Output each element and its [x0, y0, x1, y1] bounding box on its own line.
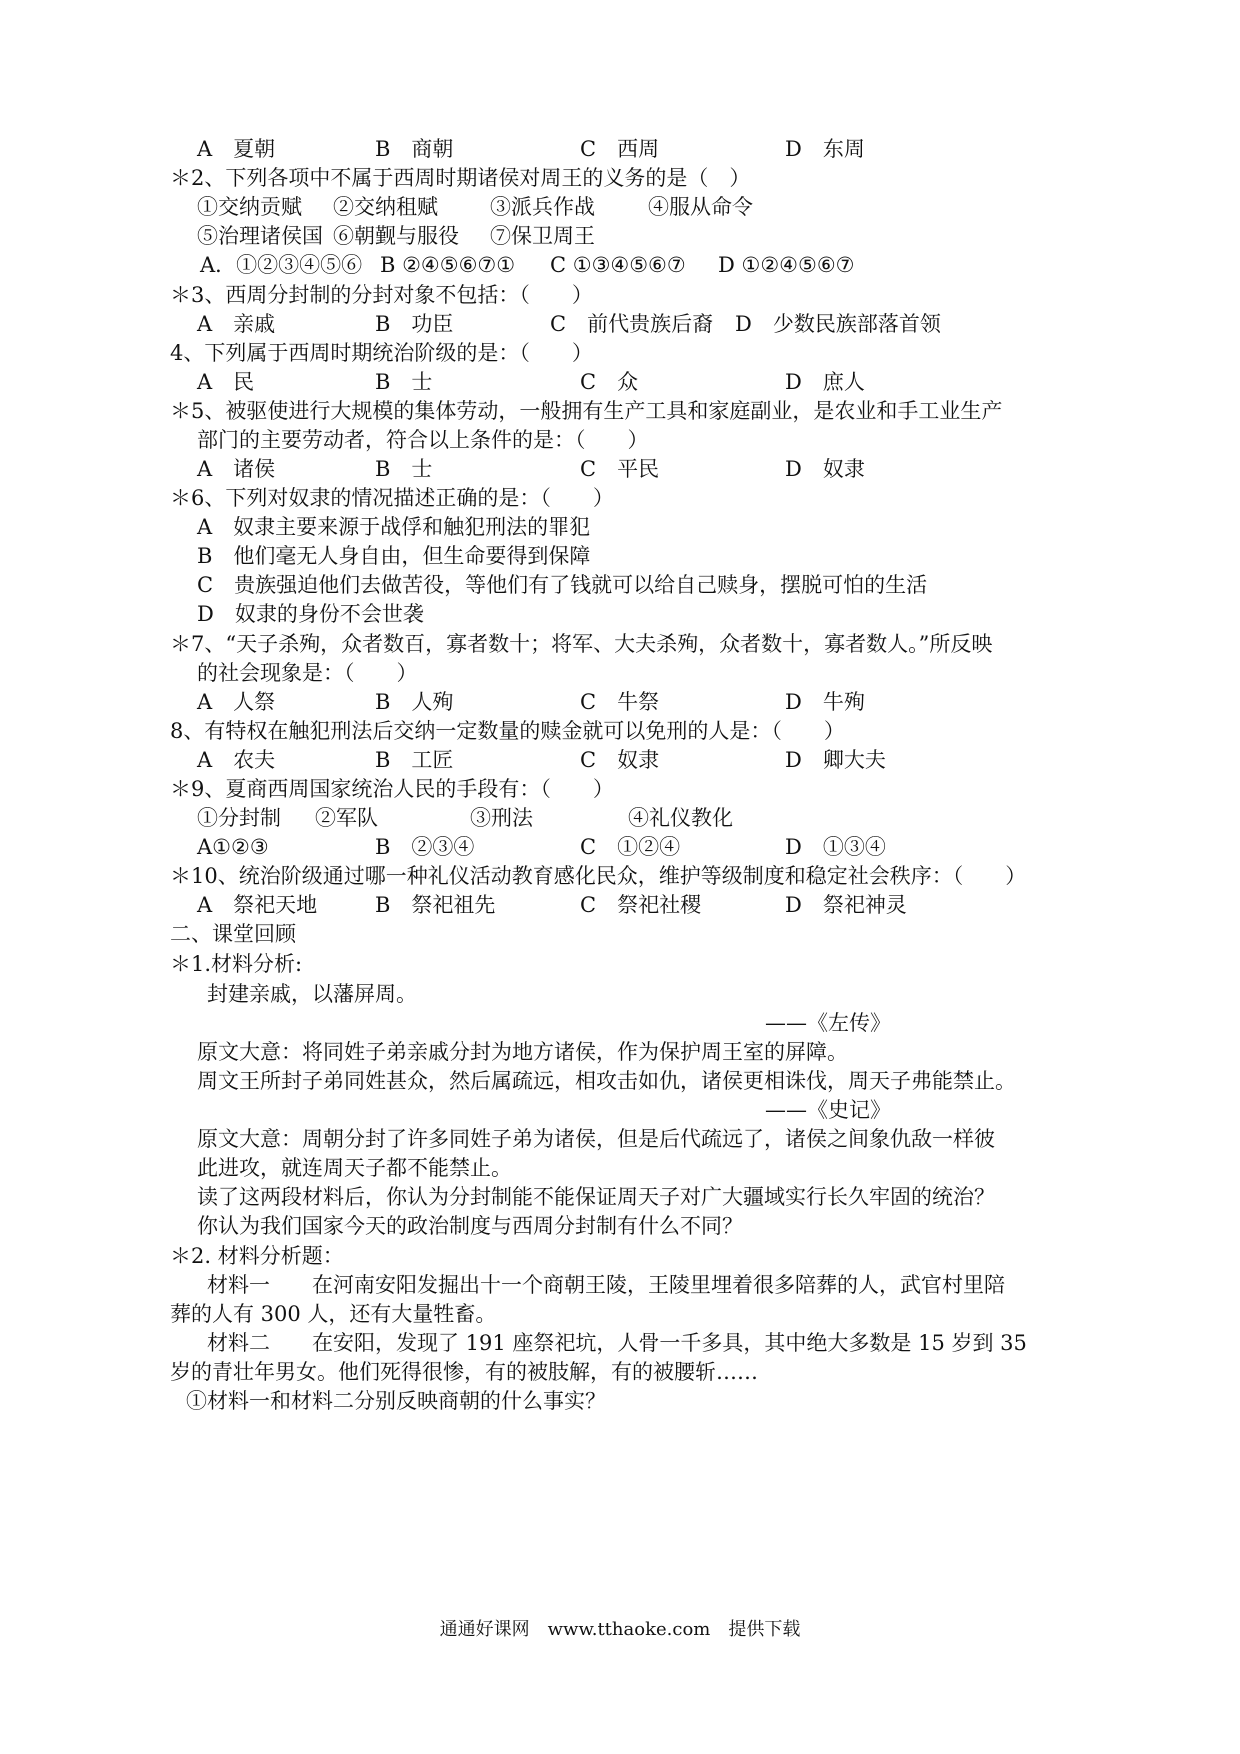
material-2-question-1: ①材料一和材料二分别反映商朝的什么事实？ [186, 1389, 606, 1413]
q1-option-d: D 东周 [785, 137, 865, 161]
q7-stem-continued: 的社会现象是：（ ） [197, 661, 418, 685]
q3-stem: ＊3、西周分封制的分封对象不包括：（ ） [170, 283, 593, 307]
q2-item-5: ⑤治理诸侯国 [197, 224, 323, 248]
q10-option-c: C 祭祀社稷 [580, 893, 702, 917]
q9-option-b: B ②③④ [375, 835, 475, 859]
q9-option-d: D ①③④ [785, 835, 886, 859]
material-1-source-2: ——《史记》 [765, 1098, 891, 1122]
q7-option-b: B 人殉 [375, 690, 454, 714]
q10-option-b: B 祭祀祖先 [375, 893, 496, 917]
q5-stem: ＊5、被驱使进行大规模的集体劳动，一般拥有生产工具和家庭副业，是农业和手工业生产 [170, 399, 1003, 423]
q9-option-c: C ①②④ [580, 835, 681, 859]
q9-stem: ＊9、夏商西周国家统治人民的手段有：（ ） [170, 777, 614, 801]
q4-option-b: B 士 [375, 370, 433, 394]
material-1-meaning-1: 原文大意：将同姓子弟亲戚分封为地方诸侯，作为保护周王室的屏障。 [197, 1040, 848, 1064]
q6-option-d: D 奴隶的身份不会世袭 [197, 602, 424, 626]
q6-stem: ＊6、下列对奴隶的情况描述正确的是：（ ） [170, 486, 614, 510]
material-2-title: ＊2. 材料分析题： [170, 1244, 344, 1268]
q6-option-b: B 他们毫无人身自由，但生命要得到保障 [197, 544, 591, 568]
q1-option-c: C 西周 [580, 137, 660, 161]
material-1-source-1: ——《左传》 [765, 1011, 891, 1035]
q2-item-3: ③派兵作战 [490, 195, 595, 219]
q2-item-2: ②交纳租赋 [333, 195, 438, 219]
q8-stem: 8、有特权在触犯刑法后交纳一定数量的赎金就可以免刑的人是：（ ） [170, 719, 845, 743]
q2-item-1: ①交纳贡赋 [197, 195, 302, 219]
material-2-passage-2: 材料二 在安阳，发现了 191 座祭祀坑，人骨一千多具，其中绝大多数是 15 岁到 35 [207, 1331, 1027, 1355]
q1-option-b: B 商朝 [375, 137, 454, 161]
q8-option-d: D 卿大夫 [785, 748, 886, 772]
q4-option-a: A 民 [197, 370, 255, 394]
q9-item-1: ①分封制 [197, 806, 281, 830]
q5-stem-continued: 部门的主要劳动者，符合以上条件的是：（ ） [197, 428, 649, 452]
material-1-question-2: 你认为我们国家今天的政治制度与西周分封制有什么不同？ [197, 1214, 743, 1238]
q5-option-a: A 诸侯 [197, 457, 276, 481]
q9-item-4: ④礼仪教化 [628, 806, 733, 830]
material-1-quote-1: 封建亲戚，以藩屏周。 [207, 982, 417, 1006]
q3-option-b: B 功臣 [375, 312, 454, 336]
q2-option-c: C ①③④⑤⑥⑦ [550, 253, 686, 277]
q4-stem: 4、下列属于西周时期统治阶级的是：（ ） [170, 341, 593, 365]
q3-option-c: C 前代贵族后裔 [550, 312, 714, 336]
material-1-title: ＊1.材料分析: [170, 952, 303, 976]
q2-item-6: ⑥朝觐与服役 [333, 224, 459, 248]
q9-option-a: A①②③ [197, 835, 269, 859]
q9-item-3: ③刑法 [470, 806, 533, 830]
q5-option-d: D 奴隶 [785, 457, 865, 481]
material-1-quote-2: 周文王所封子弟同姓甚众，然后属疏远，相攻击如仇，诸侯更相诛伐，周天子弗能禁止。 [197, 1069, 1016, 1093]
q7-option-a: A 人祭 [197, 690, 276, 714]
q6-option-a: A 奴隶主要来源于战俘和触犯刑法的罪犯 [197, 515, 591, 539]
q2-item-4: ④服从命令 [648, 195, 753, 219]
q4-option-c: C 众 [580, 370, 639, 394]
q7-option-d: D 牛殉 [785, 690, 865, 714]
q10-stem: ＊10、统治阶级通过哪一种礼仪活动教育感化民众，维护等级制度和稳定社会秩序：（ ） [170, 864, 1027, 888]
material-1-meaning-2: 原文大意：周朝分封了许多同姓子弟为诸侯，但是后代疏远了，诸侯之间象仇敌一样彼 [197, 1127, 995, 1151]
material-1-meaning-2-continued: 此进攻，就连周天子都不能禁止。 [197, 1156, 512, 1180]
material-2-passage-1-continued: 葬的人有 300 人，还有大量牲畜。 [170, 1302, 497, 1326]
q2-option-b: B ②④⑤⑥⑦① [380, 253, 516, 277]
q2-stem: ＊2、下列各项中不属于西周时期诸侯对周王的义务的是（ ） [170, 166, 751, 190]
q2-option-a: A．①②③④⑤⑥ [200, 253, 363, 277]
q8-option-a: A 农夫 [197, 748, 276, 772]
q7-stem: ＊7、“天子杀殉，众者数百，寡者数十；将军、大夫杀殉，众者数十，寡者数人。”所反映 [170, 632, 993, 656]
q10-option-d: D 祭祀神灵 [785, 893, 907, 917]
q3-option-d: D 少数民族部落首领 [735, 312, 941, 336]
q9-item-2: ②军队 [315, 806, 378, 830]
q8-option-c: C 奴隶 [580, 748, 660, 772]
page-footer: 通通好课网 www.tthaoke.com 提供下载 [439, 1619, 801, 1640]
q10-option-a: A 祭祀天地 [197, 893, 318, 917]
material-1-question-1: 读了这两段材料后，你认为分封制能不能保证周天子对广大疆域实行长久牢固的统治？ [197, 1185, 995, 1209]
q5-option-b: B 士 [375, 457, 433, 481]
q4-option-d: D 庶人 [785, 370, 865, 394]
section-heading: 二、课堂回顾 [170, 922, 296, 946]
q7-option-c: C 牛祭 [580, 690, 660, 714]
q8-option-b: B 工匠 [375, 748, 454, 772]
q6-option-c: C 贵族强迫他们去做苦役，等他们有了钱就可以给自己赎身，摆脱可怕的生活 [197, 573, 928, 597]
q3-option-a: A 亲戚 [197, 312, 276, 336]
q2-option-d: D ①②④⑤⑥⑦ [718, 253, 855, 277]
material-2-passage-1: 材料一 在河南安阳发掘出十一个商朝王陵，王陵里埋着很多陪葬的人，武官村里陪 [207, 1273, 1005, 1297]
q1-option-a: A 夏朝 [197, 137, 276, 161]
q5-option-c: C 平民 [580, 457, 660, 481]
material-2-passage-2-continued: 岁的青壮年男女。他们死得很惨，有的被肢解，有的被腰斩…… [170, 1360, 758, 1384]
q2-item-7: ⑦保卫周王 [490, 224, 595, 248]
